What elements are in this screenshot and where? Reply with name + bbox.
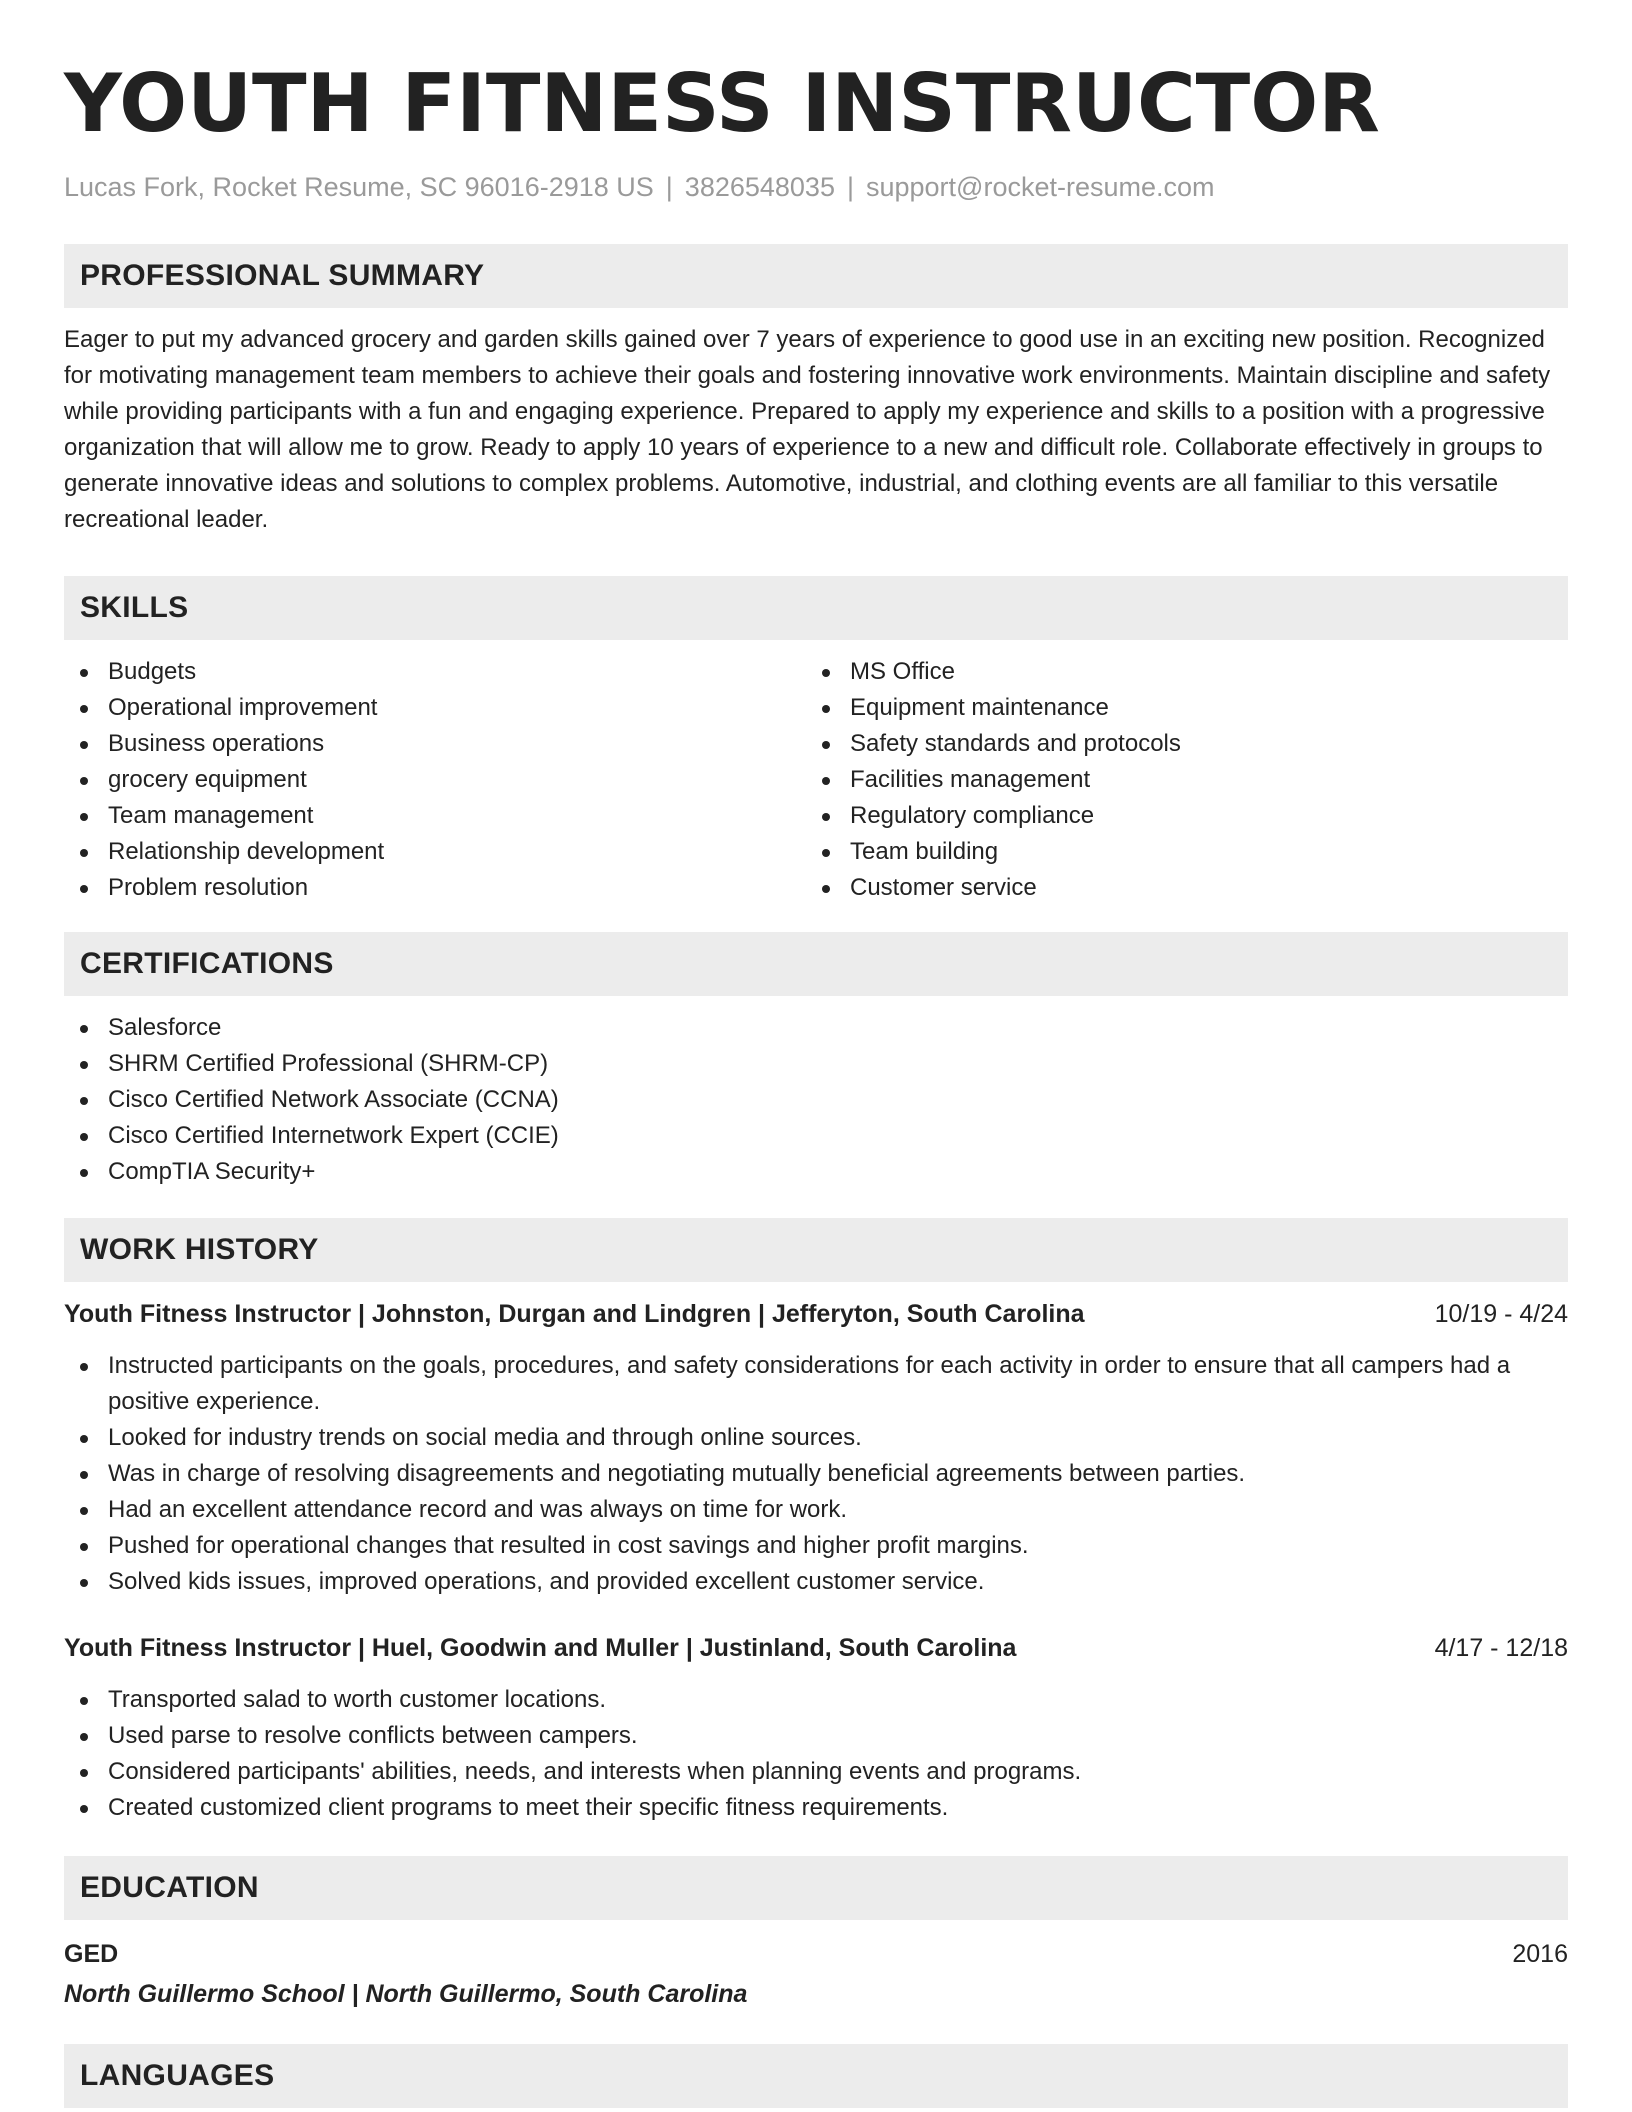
contact-separator: | [846, 172, 854, 202]
list-item: Solved kids issues, improved operations, and provided excellent customer service. [64, 1564, 1568, 1600]
resume-page [64, 0, 1568, 2108]
list-item: Considered participants' abilities, needs, and interests when planning events and programs. [64, 1754, 1568, 1790]
list-item: Regulatory compliance [806, 798, 1548, 834]
education-year: 2016 [1512, 1940, 1568, 1968]
list-item: grocery equipment [64, 762, 806, 798]
job-title: Youth Fitness Instructor | Huel, Goodwin and Muller | Justinland, South Carolina [64, 1634, 1017, 1662]
contact-line [64, 170, 1568, 204]
list-item: CompTIA Security+ [64, 1154, 1568, 1190]
section-heading-certifications: CERTIFICATIONS [64, 932, 1568, 996]
section-heading-languages: LANGUAGES [64, 2044, 1568, 2108]
list-item: Facilities management [806, 762, 1548, 798]
job-dates: 10/19 - 4/24 [1434, 1300, 1568, 1328]
list-item: Team management [64, 798, 806, 834]
list-item: MS Office [806, 654, 1548, 690]
job-bullets [64, 1348, 1568, 1600]
list-item: Relationship development [64, 834, 806, 870]
contact-email: support@rocket-resume.com [865, 172, 1215, 202]
list-item: SHRM Certified Professional (SHRM-CP) [64, 1046, 1568, 1082]
list-item: Problem resolution [64, 870, 806, 906]
list-item: Salesforce [64, 1010, 1568, 1046]
list-item: Had an excellent attendance record and was always on time for work. [64, 1492, 1568, 1528]
list-item: Customer service [806, 870, 1548, 906]
job-title-line [64, 1630, 1568, 1666]
job-dates: 4/17 - 12/18 [1434, 1634, 1568, 1662]
list-item: Instructed participants on the goals, procedures, and safety considerations for each activity in order to ensure that all campers had a positive experience. [64, 1348, 1568, 1420]
skills-list-right [806, 654, 1548, 906]
section-heading-skills: SKILLS [64, 576, 1568, 640]
job-entry [64, 1630, 1568, 1826]
summary-text: Eager to put my advanced grocery and garden skills gained over 7 years of experience to good use in an exciting new position. Recognized for motivating management team members to achieve their goals and fostering innovative work environments. Maintain discipline and safety while providing participants with a fun and engaging experience. Prepared to apply my experience and skills to a position with a progressive organization that will allow me to grow. Ready to apply 10 years of experience to a new and difficult role. Collaborate effectively in groups to generate innovative ideas and solutions to complex problems. Automotive, industrial, and clothing events are all familiar to this versatile recreational leader. [64, 326, 1551, 533]
list-item: Used parse to resolve conflicts between campers. [64, 1718, 1568, 1754]
list-item: Was in charge of resolving disagreements and negotiating mutually beneficial agreements between parties. [64, 1456, 1568, 1492]
job-title: Youth Fitness Instructor | Johnston, Durgan and Lindgren | Jefferyton, South Carolina [64, 1300, 1085, 1328]
education-line [64, 1936, 1568, 1972]
list-item: Business operations [64, 726, 806, 762]
contact-separator: | [665, 172, 673, 202]
list-item: Created customized client programs to meet their specific fitness requirements. [64, 1790, 1568, 1826]
job-entry [64, 1296, 1568, 1600]
resume-title: YOUTH FITNESS INSTRUCTOR [64, 57, 1380, 150]
section-heading-work-history: WORK HISTORY [64, 1218, 1568, 1282]
job-bullets [64, 1682, 1568, 1826]
list-item: Cisco Certified Internetwork Expert (CCIE) [64, 1118, 1568, 1154]
certifications-list [64, 1010, 1568, 1190]
list-item: Budgets [64, 654, 806, 690]
list-item: Operational improvement [64, 690, 806, 726]
list-item: Looked for industry trends on social media and through online sources. [64, 1420, 1568, 1456]
list-item: Safety standards and protocols [806, 726, 1548, 762]
skills-grid [64, 654, 1568, 906]
list-item: Transported salad to worth customer locations. [64, 1682, 1568, 1718]
contact-phone: 3826548035 [684, 172, 835, 202]
section-heading-summary: PROFESSIONAL SUMMARY [64, 244, 1568, 308]
list-item: Equipment maintenance [806, 690, 1548, 726]
education-degree: GED [64, 1940, 119, 1968]
section-heading-education: EDUCATION [64, 1856, 1568, 1920]
skills-list-left [64, 654, 806, 906]
list-item: Pushed for operational changes that resulted in cost savings and higher profit margins. [64, 1528, 1568, 1564]
job-title-line [64, 1296, 1568, 1332]
contact-address: Lucas Fork, Rocket Resume, SC 96016-2918 US [64, 172, 654, 202]
list-item: Team building [806, 834, 1548, 870]
education-school: North Guillermo School | North Guillermo, South Carolina [64, 1980, 748, 2008]
list-item: Cisco Certified Network Associate (CCNA) [64, 1082, 1568, 1118]
